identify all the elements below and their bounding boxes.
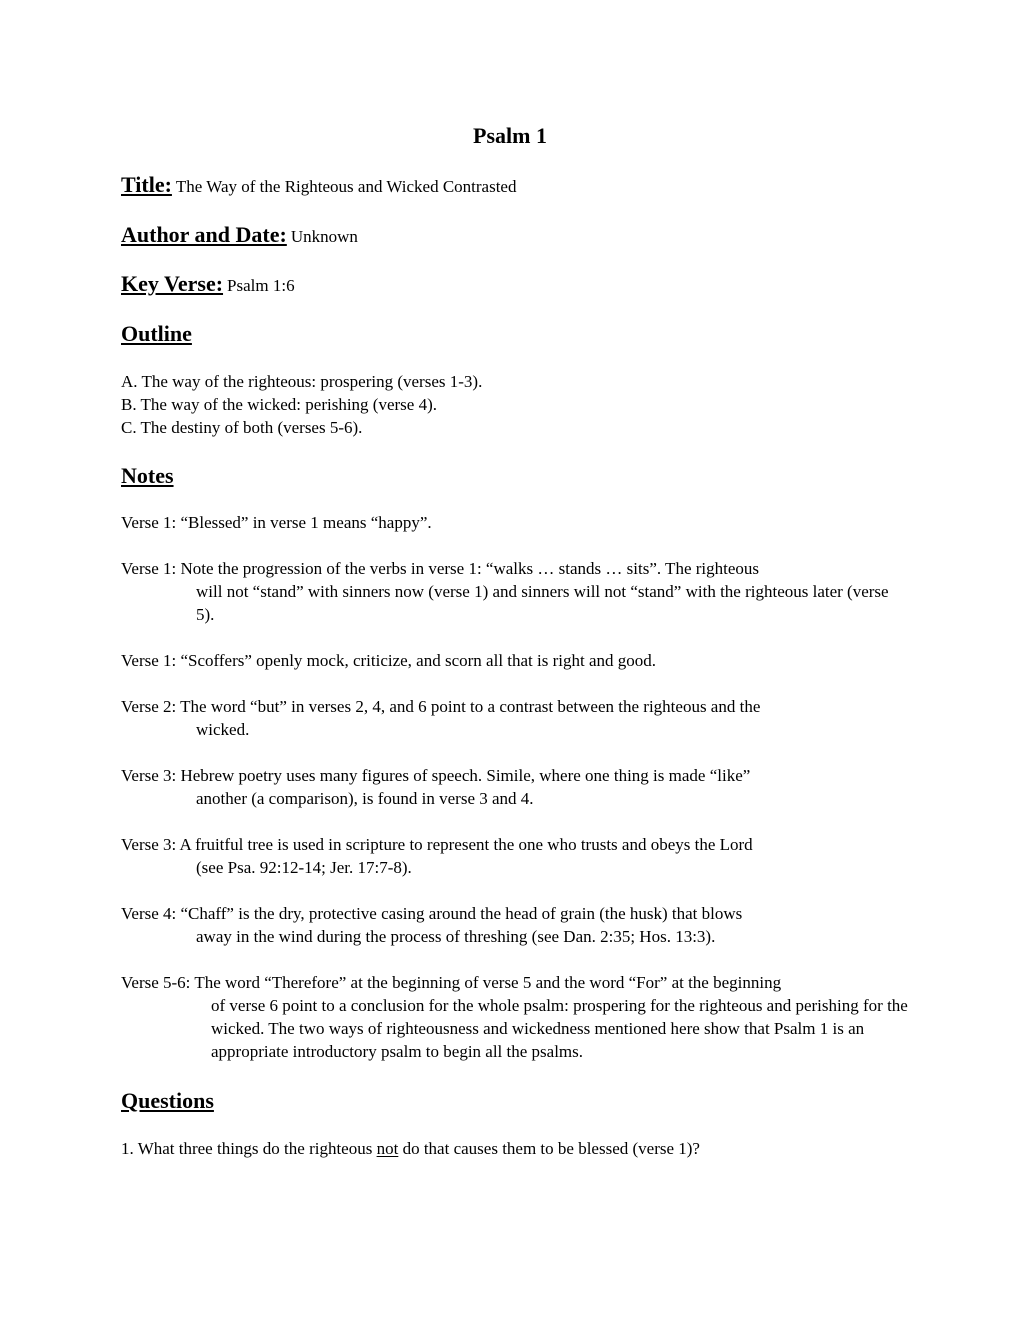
note-continuation: wicked. (196, 720, 250, 739)
outline-list (121, 370, 482, 439)
outline-item-c: C. The destiny of both (verses 5-6). (121, 418, 363, 437)
key-verse-value: Psalm 1:6 (227, 276, 295, 295)
question-emphasis: not (376, 1139, 399, 1158)
note-item (121, 971, 911, 1063)
outline-item-a: A. The way of the righteous: prospering (verses 1-3). (121, 372, 483, 391)
note-item (121, 695, 911, 741)
question-item (121, 1137, 700, 1160)
note-text: Verse 1: “Blessed” in verse 1 means “happy”. (121, 513, 432, 532)
title-value: The Way of the Righteous and Wicked Contrasted (175, 177, 517, 196)
note-item (121, 557, 911, 626)
questions-heading: Questions (121, 1088, 214, 1113)
note-text: Verse 5-6: The word “Therefore” at the beginning of verse 5 and the word “For” at the beginning (121, 973, 782, 992)
author-date-value: Unknown (290, 227, 358, 246)
outline-item-b: B. The way of the wicked: perishing (verse 4). (121, 395, 437, 414)
key-verse-field (121, 271, 295, 297)
author-date-label: Author and Date: (121, 222, 287, 247)
note-continuation: (see Psa. 92:12-14; Jer. 17:7-8). (196, 858, 412, 877)
note-item (121, 833, 911, 879)
note-text: Verse 4: “Chaff” is the dry, protective casing around the head of grain (the husk) that blows (121, 904, 743, 923)
key-verse-label: Key Verse: (121, 271, 224, 296)
note-text: Verse 3: A fruitful tree is used in scripture to represent the one who trusts and obeys the Lord (121, 835, 753, 854)
note-item (121, 649, 911, 672)
title-label: Title: (121, 172, 172, 197)
note-item (121, 902, 911, 948)
note-continuation: away in the wind during the process of threshing (see Dan. 2:35; Hos. 13:3). (196, 927, 716, 946)
question-text-before: 1. What three things do the righteous (121, 1139, 377, 1158)
note-continuation: will not “stand” with sinners now (verse 1) and sinners will not “stand” with the righteous later (verse 5). (196, 582, 889, 624)
author-date-field (121, 222, 358, 248)
note-text: Verse 1: Note the progression of the verbs in verse 1: “walks … stands … sits”. The righteous (121, 559, 760, 578)
note-text: Verse 3: Hebrew poetry uses many figures of speech. Simile, where one thing is made “like” (121, 766, 751, 785)
question-text-after: do that causes them to be blessed (verse 1)? (398, 1139, 700, 1158)
outline-heading: Outline (121, 321, 192, 346)
note-item (121, 511, 911, 534)
note-continuation: another (a comparison), is found in verse 3 and 4. (196, 789, 534, 808)
notes-heading: Notes (121, 463, 174, 488)
note-text: Verse 2: The word “but” in verses 2, 4, and 6 point to a contrast between the righteous and the (121, 697, 761, 716)
title-field (121, 172, 516, 198)
page-title: Psalm 1 (473, 123, 547, 148)
note-text: Verse 1: “Scoffers” openly mock, criticize, and scorn all that is right and good. (121, 651, 657, 670)
note-continuation: of verse 6 point to a conclusion for the whole psalm: prospering for the righteous and perishing for the wicked. The two ways of righteousness and wickedness mentioned here show that Psalm 1 is an appropriate introductory psalm to begin all the psalms. (211, 996, 908, 1061)
note-item (121, 764, 911, 810)
